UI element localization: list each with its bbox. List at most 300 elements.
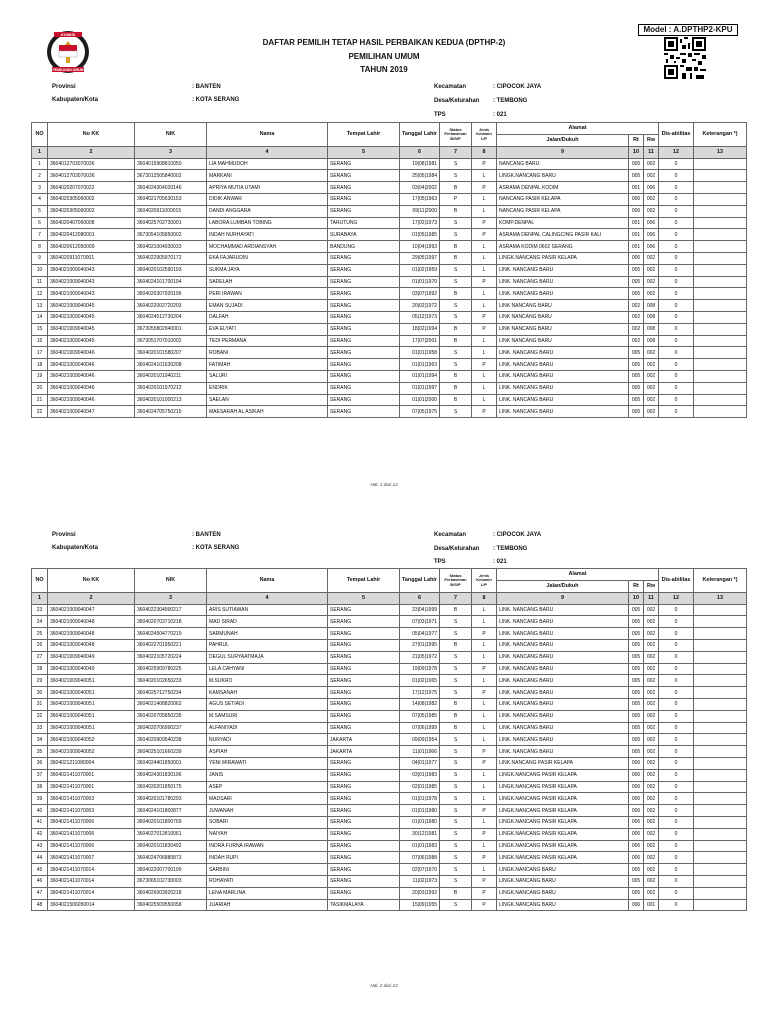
- table-row: [32, 604, 747, 616]
- row-disabilitas: 0: [659, 193, 694, 205]
- row-no: 20: [32, 382, 48, 394]
- row-jenis-kelamin: P: [472, 687, 497, 699]
- col-header-keterangan: Keterangan *): [694, 123, 747, 147]
- row-status: S: [440, 899, 472, 911]
- row-tanggal-lahir: 27|01|1995: [400, 639, 440, 651]
- row-rt: 005: [629, 875, 644, 887]
- row-rw: 006: [644, 241, 659, 253]
- row-nama: LELA CAHYANI: [207, 663, 328, 675]
- row-nama: SADELAH: [207, 276, 328, 288]
- row-jalan: LINK. NANCANG BARU: [497, 687, 629, 699]
- row-status: S: [440, 675, 472, 687]
- row-jenis-kelamin: P: [472, 276, 497, 288]
- row-status: S: [440, 746, 472, 758]
- row-rt: 005: [629, 264, 644, 276]
- row-keterangan: [694, 288, 747, 300]
- row-status: S: [440, 217, 472, 229]
- row-tempat-lahir: SERANG: [328, 864, 400, 876]
- row-jenis-kelamin: P: [472, 229, 497, 241]
- row-tempat-lahir: SERANG: [328, 347, 400, 359]
- row-keterangan: [694, 394, 747, 406]
- row-rw: 002: [644, 769, 659, 781]
- row-nama: ASEP: [207, 781, 328, 793]
- row-rw: 002: [644, 359, 659, 371]
- row-no: 11: [32, 276, 48, 288]
- row-no: 3: [32, 182, 48, 194]
- row-status: S: [440, 757, 472, 769]
- row-no: 41: [32, 816, 48, 828]
- row-tanggal-lahir: 02|07|1970: [400, 864, 440, 876]
- row-tempat-lahir: SERANG: [328, 816, 400, 828]
- row-jenis-kelamin: L: [472, 710, 497, 722]
- row-keterangan: [694, 698, 747, 710]
- row-rw: 006: [644, 229, 659, 241]
- row-tanggal-lahir: 05|04|1977: [400, 628, 440, 640]
- row-rt: 005: [629, 710, 644, 722]
- row-disabilitas: 0: [659, 406, 694, 418]
- row-rt: 001: [629, 182, 644, 194]
- col-number-7: 7: [440, 592, 472, 604]
- row-tanggal-lahir: 10|04|1993: [400, 241, 440, 253]
- row-no: 5: [32, 205, 48, 217]
- row-rt: 006: [629, 793, 644, 805]
- row-tempat-lahir: SERANG: [328, 616, 400, 628]
- row-nik: 3604025509550058: [135, 899, 207, 911]
- row-no-kk: 3604021009040051: [48, 698, 135, 710]
- row-rw: 002: [644, 663, 659, 675]
- table-row: [32, 182, 747, 194]
- row-no: 47: [32, 887, 48, 899]
- row-no: 48: [32, 899, 48, 911]
- row-tempat-lahir: SERANG: [328, 875, 400, 887]
- col-header-jenis-kelamin: Jenis Kelamin L/P: [472, 123, 497, 147]
- row-nama: ASPIAH: [207, 746, 328, 758]
- row-rw: 002: [644, 382, 659, 394]
- row-rw: 002: [644, 394, 659, 406]
- row-tempat-lahir: SERANG: [328, 252, 400, 264]
- row-no-kk: 3604021009040052: [48, 746, 135, 758]
- table-row: [32, 628, 747, 640]
- row-rt: 006: [629, 816, 644, 828]
- row-disabilitas: 0: [659, 229, 694, 241]
- row-nama: LENA MARLINA: [207, 887, 328, 899]
- row-jalan: LINGK.NANCANG BARU: [497, 887, 629, 899]
- row-rw: 002: [644, 288, 659, 300]
- col-number-7: 7: [440, 146, 472, 158]
- row-rw: 002: [644, 651, 659, 663]
- row-nik: 3604024504770219: [135, 628, 207, 640]
- row-nik: 3604027012810061: [135, 828, 207, 840]
- table-row: [32, 264, 747, 276]
- provinsi-label-2: Provinsi: [52, 532, 76, 538]
- row-jalan: NANCANG PASIR KELAPA: [497, 193, 629, 205]
- row-tempat-lahir: SERANG: [328, 675, 400, 687]
- row-status: S: [440, 805, 472, 817]
- row-nik: 3604021705630153: [135, 193, 207, 205]
- row-rt: 005: [629, 887, 644, 899]
- row-no-kk: 3604021009040047: [48, 604, 135, 616]
- table-row: [32, 616, 747, 628]
- row-jenis-kelamin: L: [472, 698, 497, 710]
- row-rw: 002: [644, 722, 659, 734]
- row-jenis-kelamin: L: [472, 781, 497, 793]
- row-no-kk: 3604021009040052: [48, 734, 135, 746]
- col-header-disabilitas: Dis-abilitas: [659, 569, 694, 593]
- row-tempat-lahir: SERANG: [328, 781, 400, 793]
- row-no: 44: [32, 852, 48, 864]
- row-nama: ARIS SUTIAWAN: [207, 604, 328, 616]
- table-row: [32, 170, 747, 182]
- row-tempat-lahir: SERANG: [328, 335, 400, 347]
- row-nik: 3604015908810050: [135, 158, 207, 170]
- row-status: S: [440, 687, 472, 699]
- row-nik: 3604020101830492: [135, 840, 207, 852]
- row-rw: 002: [644, 816, 659, 828]
- row-nik: 3604024101700194: [135, 276, 207, 288]
- row-tempat-lahir: SERANG: [328, 840, 400, 852]
- row-tanggal-lahir: 01|01|1958: [400, 347, 440, 359]
- document-subtitle: PEMILIHAN UMUM: [348, 52, 420, 61]
- row-nik: 3604025702730001: [135, 217, 207, 229]
- row-jalan: LINK. NANCANG BARU: [497, 710, 629, 722]
- row-keterangan: [694, 241, 747, 253]
- row-tanggal-lahir: 01|05|1985: [400, 229, 440, 241]
- row-no: 19: [32, 370, 48, 382]
- table-row: [32, 639, 747, 651]
- row-tanggal-lahir: 25|05|1984: [400, 170, 440, 182]
- row-nik: 3604021408820062: [135, 698, 207, 710]
- col-number-11: 11: [644, 592, 659, 604]
- row-tanggal-lahir: 23|04|1999: [400, 604, 440, 616]
- row-tempat-lahir: SERANG: [328, 300, 400, 312]
- row-disabilitas: 0: [659, 710, 694, 722]
- row-nama: PAHRUL: [207, 639, 328, 651]
- row-jalan: LINK. NANCANG BARU: [497, 604, 629, 616]
- row-no: 32: [32, 710, 48, 722]
- table-row: [32, 252, 747, 264]
- row-status: S: [440, 816, 472, 828]
- row-disabilitas: 0: [659, 722, 694, 734]
- row-disabilitas: 0: [659, 335, 694, 347]
- row-keterangan: [694, 170, 747, 182]
- row-no: 18: [32, 359, 48, 371]
- row-no-kk: 3604021009040051: [48, 675, 135, 687]
- row-nik: 3604022905970172: [135, 252, 207, 264]
- col-number-1: 1: [32, 592, 48, 604]
- row-nama: MADSARI: [207, 793, 328, 805]
- row-rw: 002: [644, 840, 659, 852]
- row-jalan: LINK. NANCANG BARU: [497, 663, 629, 675]
- row-status: S: [440, 229, 472, 241]
- row-status: S: [440, 875, 472, 887]
- row-rt: 005: [629, 359, 644, 371]
- row-rt: 005: [629, 663, 644, 675]
- row-jalan: LINK. NANCANG BARU: [497, 722, 629, 734]
- row-keterangan: [694, 675, 747, 687]
- row-tempat-lahir: SERANG: [328, 170, 400, 182]
- table-row: [32, 663, 747, 675]
- row-nik: 3604020101970212: [135, 382, 207, 394]
- row-tempat-lahir: SURABAYA: [328, 229, 400, 241]
- row-jenis-kelamin: P: [472, 628, 497, 640]
- table-row: [32, 651, 747, 663]
- row-nik: 3604024301830196: [135, 769, 207, 781]
- col-header-nama: Nama: [207, 123, 328, 147]
- row-tempat-lahir: SERANG: [328, 394, 400, 406]
- row-tanggal-lahir: 20|03|1992: [400, 887, 440, 899]
- tps-value: : 021: [493, 112, 507, 118]
- row-tempat-lahir: JAKARTA: [328, 746, 400, 758]
- row-no-kk: 3604021009040051: [48, 687, 135, 699]
- row-nik: 3604020101580207: [135, 347, 207, 359]
- row-jalan: LINGK.NANCANG PASIR KELAPA: [497, 840, 629, 852]
- row-status: S: [440, 264, 472, 276]
- row-jalan: LINK. NANCANG BARU: [497, 382, 629, 394]
- row-nama: SAELAN: [207, 394, 328, 406]
- row-jenis-kelamin: L: [472, 170, 497, 182]
- row-tanggal-lahir: 01|01|1997: [400, 382, 440, 394]
- row-no: 37: [32, 769, 48, 781]
- row-no: 25: [32, 628, 48, 640]
- row-no: 23: [32, 604, 48, 616]
- provinsi-value: : BANTEN: [192, 84, 221, 90]
- row-no-kk: 3604021009040045: [48, 323, 135, 335]
- row-tempat-lahir: SERANG: [328, 323, 400, 335]
- col-header-jenis-kelamin: Jenis Kelamin L/P: [472, 569, 497, 593]
- row-tempat-lahir: SERANG: [328, 193, 400, 205]
- table-row: [32, 828, 747, 840]
- row-rw: 002: [644, 276, 659, 288]
- row-status: S: [440, 769, 472, 781]
- row-tanggal-lahir: 11|01|1966: [400, 746, 440, 758]
- row-jalan: LINK. NANCANG BARU: [497, 734, 629, 746]
- table-row: [32, 229, 747, 241]
- row-nik: 3604024101630208: [135, 359, 207, 371]
- row-tempat-lahir: SERANG: [328, 663, 400, 675]
- row-disabilitas: 0: [659, 158, 694, 170]
- row-rt: 005: [629, 687, 644, 699]
- row-keterangan: [694, 406, 747, 418]
- row-no: 39: [32, 793, 48, 805]
- row-rw: 002: [644, 687, 659, 699]
- row-no: 6: [32, 217, 48, 229]
- row-no-kk: 3604021411070014: [48, 887, 135, 899]
- row-tanggal-lahir: 21|05|1972: [400, 651, 440, 663]
- row-status: S: [440, 651, 472, 663]
- row-jalan: ASRAMA DENPAL CALINGCING PASIR KALI: [497, 229, 629, 241]
- row-no-kk: 3604021411070001: [48, 781, 135, 793]
- row-tanggal-lahir: 30|12|1981: [400, 828, 440, 840]
- row-tempat-lahir: SERANG: [328, 359, 400, 371]
- row-nik: 3604024512730204: [135, 311, 207, 323]
- row-disabilitas: 0: [659, 182, 694, 194]
- row-keterangan: [694, 217, 747, 229]
- row-rw: 006: [644, 217, 659, 229]
- row-status: B: [440, 323, 472, 335]
- row-keterangan: [694, 828, 747, 840]
- col-number-13: 13: [694, 146, 747, 158]
- row-no: 33: [32, 722, 48, 734]
- row-nama: JANIS: [207, 769, 328, 781]
- row-no: 28: [32, 663, 48, 675]
- col-number-10: 10: [629, 592, 644, 604]
- row-nama: DIDIK ANWAR: [207, 193, 328, 205]
- row-nama: SOBARI: [207, 816, 328, 828]
- voter-table-page-1: [31, 122, 747, 418]
- row-keterangan: [694, 229, 747, 241]
- row-no-kk: 3604021009040047: [48, 406, 135, 418]
- row-tempat-lahir: SERANG: [328, 311, 400, 323]
- row-no-kk: 3604021009040046: [48, 370, 135, 382]
- row-keterangan: [694, 252, 747, 264]
- row-keterangan: [694, 335, 747, 347]
- kecamatan-label-2: Kecamatan: [434, 532, 467, 538]
- row-no-kk: 3604021411070006: [48, 840, 135, 852]
- row-nama: DALFAH: [207, 311, 328, 323]
- col-number-12: 12: [659, 146, 694, 158]
- col-header-nik: NIK: [135, 123, 207, 147]
- row-no-kk: 3604021411070003: [48, 793, 135, 805]
- row-rt: 005: [629, 628, 644, 640]
- row-jalan: ASRAMA DENPAL KODIM: [497, 182, 629, 194]
- row-disabilitas: 0: [659, 323, 694, 335]
- row-status: S: [440, 616, 472, 628]
- row-rw: 002: [644, 628, 659, 640]
- row-rw: 002: [644, 875, 659, 887]
- row-status: S: [440, 347, 472, 359]
- row-rw: 002: [644, 805, 659, 817]
- desa-value: : TEMBONG: [493, 98, 528, 104]
- table-row: [32, 347, 747, 359]
- row-nik: 3604022002720203: [135, 300, 207, 312]
- row-tempat-lahir: TASIKMALAYA: [328, 899, 400, 911]
- row-jenis-kelamin: L: [472, 651, 497, 663]
- row-tempat-lahir: SERANG: [328, 757, 400, 769]
- row-keterangan: [694, 852, 747, 864]
- row-disabilitas: 0: [659, 288, 694, 300]
- row-no-kk: 3604021411070001: [48, 769, 135, 781]
- row-no-kk: 3604021411070003: [48, 805, 135, 817]
- row-status: P: [440, 193, 472, 205]
- row-rw: 002: [644, 887, 659, 899]
- row-rt: 005: [629, 746, 644, 758]
- row-nama: SUKMA JAYA: [207, 264, 328, 276]
- row-no-kk: 3604021009040043: [48, 264, 135, 276]
- row-nama: ALFANIYADI: [207, 722, 328, 734]
- row-rw: 002: [644, 710, 659, 722]
- row-nama: FATIMAH: [207, 359, 328, 371]
- col-header-nokk: No KK: [48, 123, 135, 147]
- row-no-kk: 3604021411070007: [48, 852, 135, 864]
- row-tempat-lahir: SERANG: [328, 698, 400, 710]
- row-tempat-lahir: SERANG: [328, 805, 400, 817]
- row-jalan: LINK. NANCANG BARU: [497, 359, 629, 371]
- row-status: B: [440, 241, 472, 253]
- row-status: S: [440, 628, 472, 640]
- row-disabilitas: 0: [659, 757, 694, 769]
- row-jenis-kelamin: P: [472, 852, 497, 864]
- row-rw: 002: [644, 639, 659, 651]
- row-no-kk: 3604021009040048: [48, 628, 135, 640]
- row-rt: 005: [629, 370, 644, 382]
- row-keterangan: [694, 347, 747, 359]
- row-rt: 006: [629, 757, 644, 769]
- row-nama: M.SUKRO: [207, 675, 328, 687]
- col-header-disabilitas: Dis-abilitas: [659, 123, 694, 147]
- row-jenis-kelamin: L: [472, 370, 497, 382]
- row-jenis-kelamin: L: [472, 864, 497, 876]
- row-keterangan: [694, 781, 747, 793]
- row-keterangan: [694, 651, 747, 663]
- col-number-6: 6: [400, 146, 440, 158]
- row-tempat-lahir: BANDUNG: [328, 241, 400, 253]
- col-number-9: 9: [497, 592, 629, 604]
- row-rw: 002: [644, 252, 659, 264]
- table-row: [32, 323, 747, 335]
- row-tanggal-lahir: 09|09|1954: [400, 734, 440, 746]
- row-no: 13: [32, 300, 48, 312]
- row-no: 26: [32, 639, 48, 651]
- row-tempat-lahir: SERANG: [328, 288, 400, 300]
- row-tempat-lahir: SERANG: [328, 828, 400, 840]
- row-jenis-kelamin: L: [472, 347, 497, 359]
- row-jalan: LINGK.NANCANG PASIR KELAPA: [497, 828, 629, 840]
- row-disabilitas: 0: [659, 347, 694, 359]
- row-jalan: LINGK.NANCANG BARU: [497, 170, 629, 182]
- row-keterangan: [694, 628, 747, 640]
- row-disabilitas: 0: [659, 663, 694, 675]
- row-rt: 006: [629, 769, 644, 781]
- row-jalan: LINK. NANCANG BARU: [497, 406, 629, 418]
- row-tempat-lahir: TARUTUNG: [328, 217, 400, 229]
- col-header-tanggal-lahir: Tanggal Lahir: [400, 123, 440, 147]
- row-nik: 3604021004930033: [135, 241, 207, 253]
- row-jenis-kelamin: P: [472, 899, 497, 911]
- row-status: S: [440, 359, 472, 371]
- row-nik: 3604020101800769: [135, 816, 207, 828]
- row-status: B: [440, 639, 472, 651]
- row-no-kk: 3604021009040046: [48, 347, 135, 359]
- row-rw: 002: [644, 406, 659, 418]
- col-header-nokk: No KK: [48, 569, 135, 593]
- row-nik: 3673065102730003: [135, 875, 207, 887]
- row-tempat-lahir: SERANG: [328, 793, 400, 805]
- row-jalan: LINK. NANCANG BARU: [497, 746, 629, 758]
- row-jenis-kelamin: P: [472, 663, 497, 675]
- row-tanggal-lahir: 17|12|1975: [400, 687, 440, 699]
- row-rw: 001: [644, 899, 659, 911]
- table-row: [32, 769, 747, 781]
- page-footer-2: Hal. 2 dari 12: [370, 983, 398, 988]
- row-jalan: NANCANG BARU: [497, 158, 629, 170]
- row-tanggal-lahir: 09|11|2000: [400, 205, 440, 217]
- row-tanggal-lahir: 01|01|1994: [400, 370, 440, 382]
- row-nik: 3604024304020146: [135, 182, 207, 194]
- row-disabilitas: 0: [659, 394, 694, 406]
- table-row: [32, 193, 747, 205]
- row-rt: 006: [629, 252, 644, 264]
- row-jalan: LINK.NANCANG PASIR KELAPA: [497, 757, 629, 769]
- row-keterangan: [694, 382, 747, 394]
- row-keterangan: [694, 639, 747, 651]
- row-nik: 3604024705750215: [135, 406, 207, 418]
- row-jenis-kelamin: L: [472, 205, 497, 217]
- row-rt: 005: [629, 276, 644, 288]
- row-no: 9: [32, 252, 48, 264]
- row-no: 7: [32, 229, 48, 241]
- row-no-kk: 3604021411070014: [48, 864, 135, 876]
- row-keterangan: [694, 359, 747, 371]
